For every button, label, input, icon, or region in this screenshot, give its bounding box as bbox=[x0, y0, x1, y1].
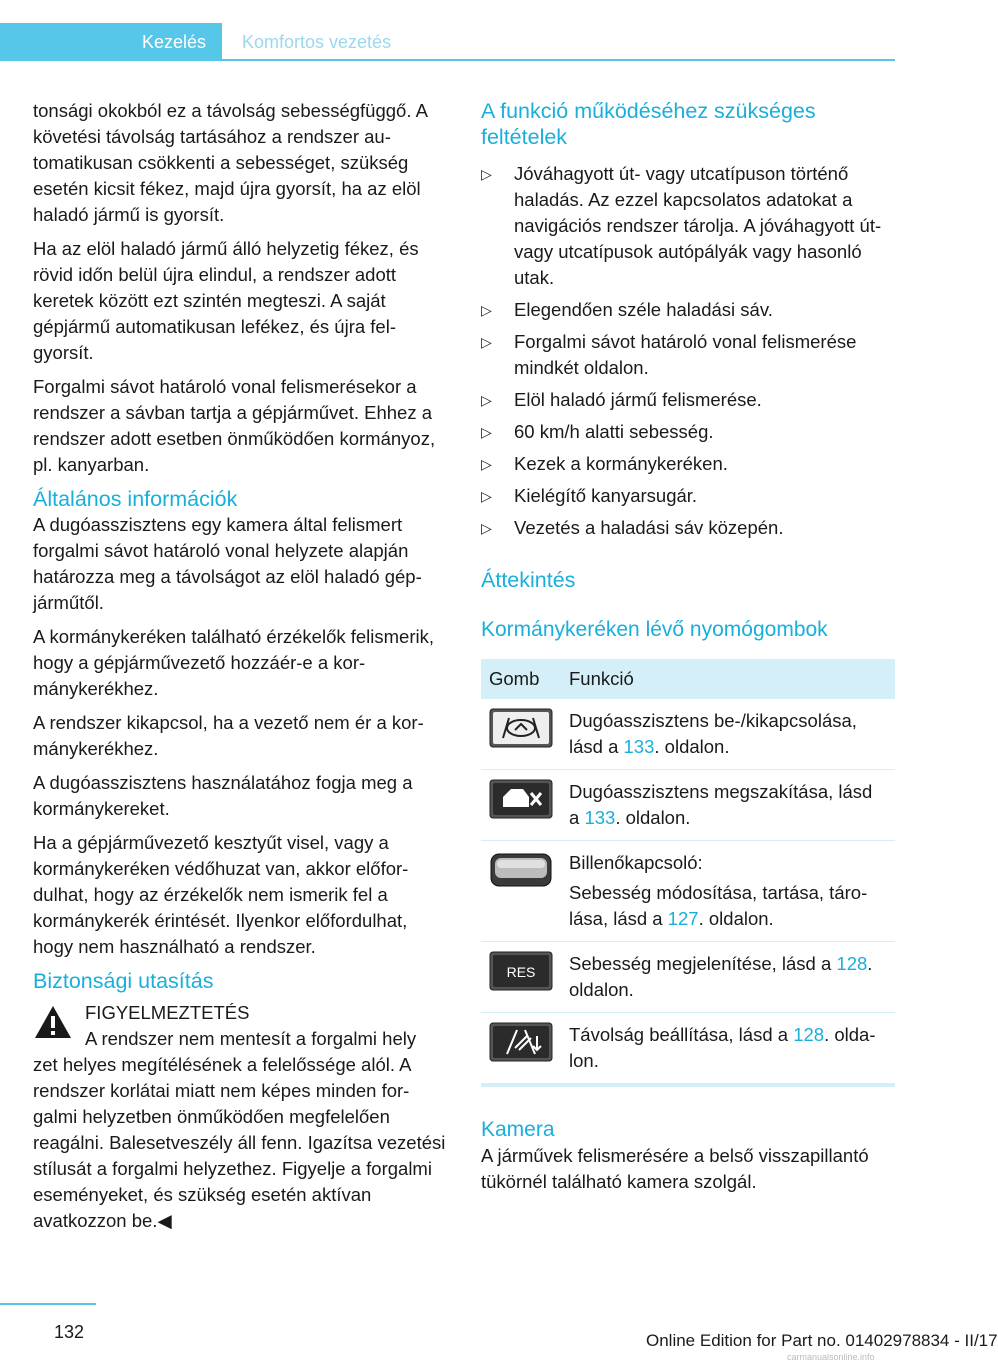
header-section-tab[interactable]: Kezelés bbox=[0, 23, 222, 61]
overview-heading: Áttekintés bbox=[481, 568, 576, 592]
warning-block bbox=[33, 1000, 446, 1234]
rocker-switch-icon bbox=[489, 850, 553, 890]
triangle-bullet-icon: ▷ bbox=[481, 520, 492, 536]
table-header-row bbox=[481, 659, 895, 699]
list-item: ▷ Jóváhagyott út- vagy utcatípuson történő haladás. Az ezzel kapcsolatos adatokat a navigációs rendszer tárolja. A jóváhagyott út- vagy utcatípusok autópályák vagy hasonló utak. bbox=[481, 163, 882, 288]
page-link[interactable]: 128 bbox=[793, 1024, 825, 1045]
buttons-table bbox=[481, 659, 895, 1087]
page-link[interactable]: 133 bbox=[584, 807, 616, 828]
table-row: Dugóasszisztens megszakítása, lásd a 133. oldalon. bbox=[481, 770, 895, 841]
warning-triangle-icon bbox=[33, 1004, 73, 1040]
paragraph: Ha az elöl haladó jármű álló helyzetig fékez, és rövid időn belül újra elindul, a rendszer adott keretek között ezt szintén megteszi. A saját gépjármű automatikusan lefékez, és újra felgyorsít. bbox=[33, 238, 419, 363]
table-row: Billenőkapcsoló: Sebesség módosítása, tartása, tárolása, lásd a 127. oldalon. bbox=[481, 841, 895, 942]
table-header-button: Gomb bbox=[481, 659, 561, 699]
table-row: RES Sebesség megjelenítése, lásd a 128. oldalon. bbox=[481, 942, 895, 1013]
conditions-heading: A funkció működéséhez szükséges feltételek bbox=[481, 99, 816, 149]
paragraph: tonsági okokból ez a távolság sebességfüggő. A követési távolság tartásához a rendszer automatikusan csökkenti a sebességet, szükség esetén kicsit fékez, majd újra gyorsít, ha az elöl haladó jármű is gyorsít. bbox=[33, 100, 427, 225]
camera-heading: Kamera bbox=[481, 1118, 555, 1141]
paragraph: Forgalmi sávot határoló vonal felismerésekor a rendszer a sávban tartja a gépjárművet. Ehhez a rendszer adott esetben önműködően kormányoz, pl. kanyarban. bbox=[33, 376, 436, 475]
page-number: 132 bbox=[54, 1322, 85, 1342]
right-column bbox=[481, 98, 895, 1203]
edition-text: Online Edition for Part no. 01402978834 - II/17 bbox=[646, 1331, 998, 1350]
warning-text: zet helyes megítélésének a felelőssége alól. A rendszer korlátai miatt nem képes minden forgalmi helyzetben önműködően megfelelően reagálni. Balesetveszély áll fenn. Igazítsa vezetési stílusát a forgalmi helyzethez. Figyelje a forgalmi eseményeket, és szükség esetén aktívan avatkozzon be.◀ bbox=[33, 1054, 446, 1231]
list-item: ▷ 60 km/h alatti sebesség. bbox=[481, 419, 895, 445]
table-row: Távolság beállítása, lásd a 128. oldalon. bbox=[481, 1013, 895, 1086]
list-item: ▷ Kielégítő kanyarsugár. bbox=[481, 483, 895, 509]
paragraph: A dugóasszisztens egy kamera által felismert forgalmi sávot határoló vonal helyzete alapján határozza meg a távolságot az elöl haladó gépjárműtől. bbox=[33, 514, 422, 613]
list-item: ▷ Elegendően széle haladási sáv. bbox=[481, 297, 895, 323]
list-item: ▷ Vezetés a haladási sáv közepén. bbox=[481, 515, 895, 541]
list-item: ▷ Kezek a kormánykeréken. bbox=[481, 451, 895, 477]
triangle-bullet-icon: ▷ bbox=[481, 166, 492, 182]
table-header-function: Funkció bbox=[561, 659, 895, 699]
header-subsection-tab[interactable]: Komfortos vezetés bbox=[242, 32, 392, 52]
table-row: Dugóasszisztens be-/kikapcsolása, lásd a 133. oldalon. bbox=[481, 699, 895, 770]
watermark: carmanualsonline.info bbox=[787, 1352, 875, 1362]
page-link[interactable]: 128 bbox=[836, 953, 868, 974]
svg-text:RES: RES bbox=[506, 964, 536, 980]
list-item: ▷ Forgalmi sávot határoló vonal felismerése mindkét oldalon. bbox=[481, 331, 857, 378]
header-bar bbox=[0, 23, 895, 61]
footer-divider bbox=[0, 1303, 96, 1305]
steering-assist-button-icon bbox=[489, 708, 553, 748]
triangle-bullet-icon: ▷ bbox=[481, 456, 492, 472]
triangle-bullet-icon: ▷ bbox=[481, 302, 492, 318]
warning-label: FIGYELMEZTETÉS bbox=[85, 1002, 250, 1023]
paragraph: A rendszer kikapcsol, ha a vezető nem ér a kormánykerékhez. bbox=[33, 712, 424, 759]
paragraph: A dugóasszisztens használatához fogja meg a kormánykereket. bbox=[33, 772, 413, 819]
left-column bbox=[33, 98, 446, 1234]
list-item: ▷ Elöl haladó jármű felismerése. bbox=[481, 387, 895, 413]
warning-first-line: A rendszer nem mentesít a forgalmi hely bbox=[85, 1028, 417, 1049]
distance-button-icon bbox=[489, 1022, 553, 1062]
triangle-bullet-icon: ▷ bbox=[481, 488, 492, 504]
page-link[interactable]: 133 bbox=[623, 736, 655, 757]
paragraph: A kormánykeréken található érzékelők felismerik, hogy a gépjárművezető hozzáér-e a kormánykerékhez. bbox=[33, 626, 435, 699]
page-link[interactable]: 127 bbox=[667, 908, 699, 929]
triangle-bullet-icon: ▷ bbox=[481, 424, 492, 440]
res-button-icon bbox=[489, 951, 553, 991]
safety-heading: Biztonsági utasítás bbox=[33, 969, 214, 993]
conditions-list bbox=[481, 161, 895, 541]
triangle-bullet-icon: ▷ bbox=[481, 334, 492, 350]
buttons-heading: Kormánykeréken lévő nyomógombok bbox=[481, 618, 828, 641]
interrupt-assist-button-icon bbox=[489, 779, 553, 819]
paragraph: A járművek felismerésére a belső visszapillantó tükörnél található kamera szolgál. bbox=[481, 1145, 869, 1192]
paragraph: Ha a gépjárművezető kesztyűt visel, vagy a kormánykeréken védőhuzat van, akkor előfordulhat, hogy az érzékelők nem ismerik fel a kormánykerék érintését. Ilyenkor előfordulhat, hogy nem használható a rendszer. bbox=[33, 832, 409, 957]
general-info-heading: Általános információk bbox=[33, 487, 238, 511]
rocker-label: Billenőkapcsoló: bbox=[569, 852, 703, 873]
triangle-bullet-icon: ▷ bbox=[481, 392, 492, 408]
